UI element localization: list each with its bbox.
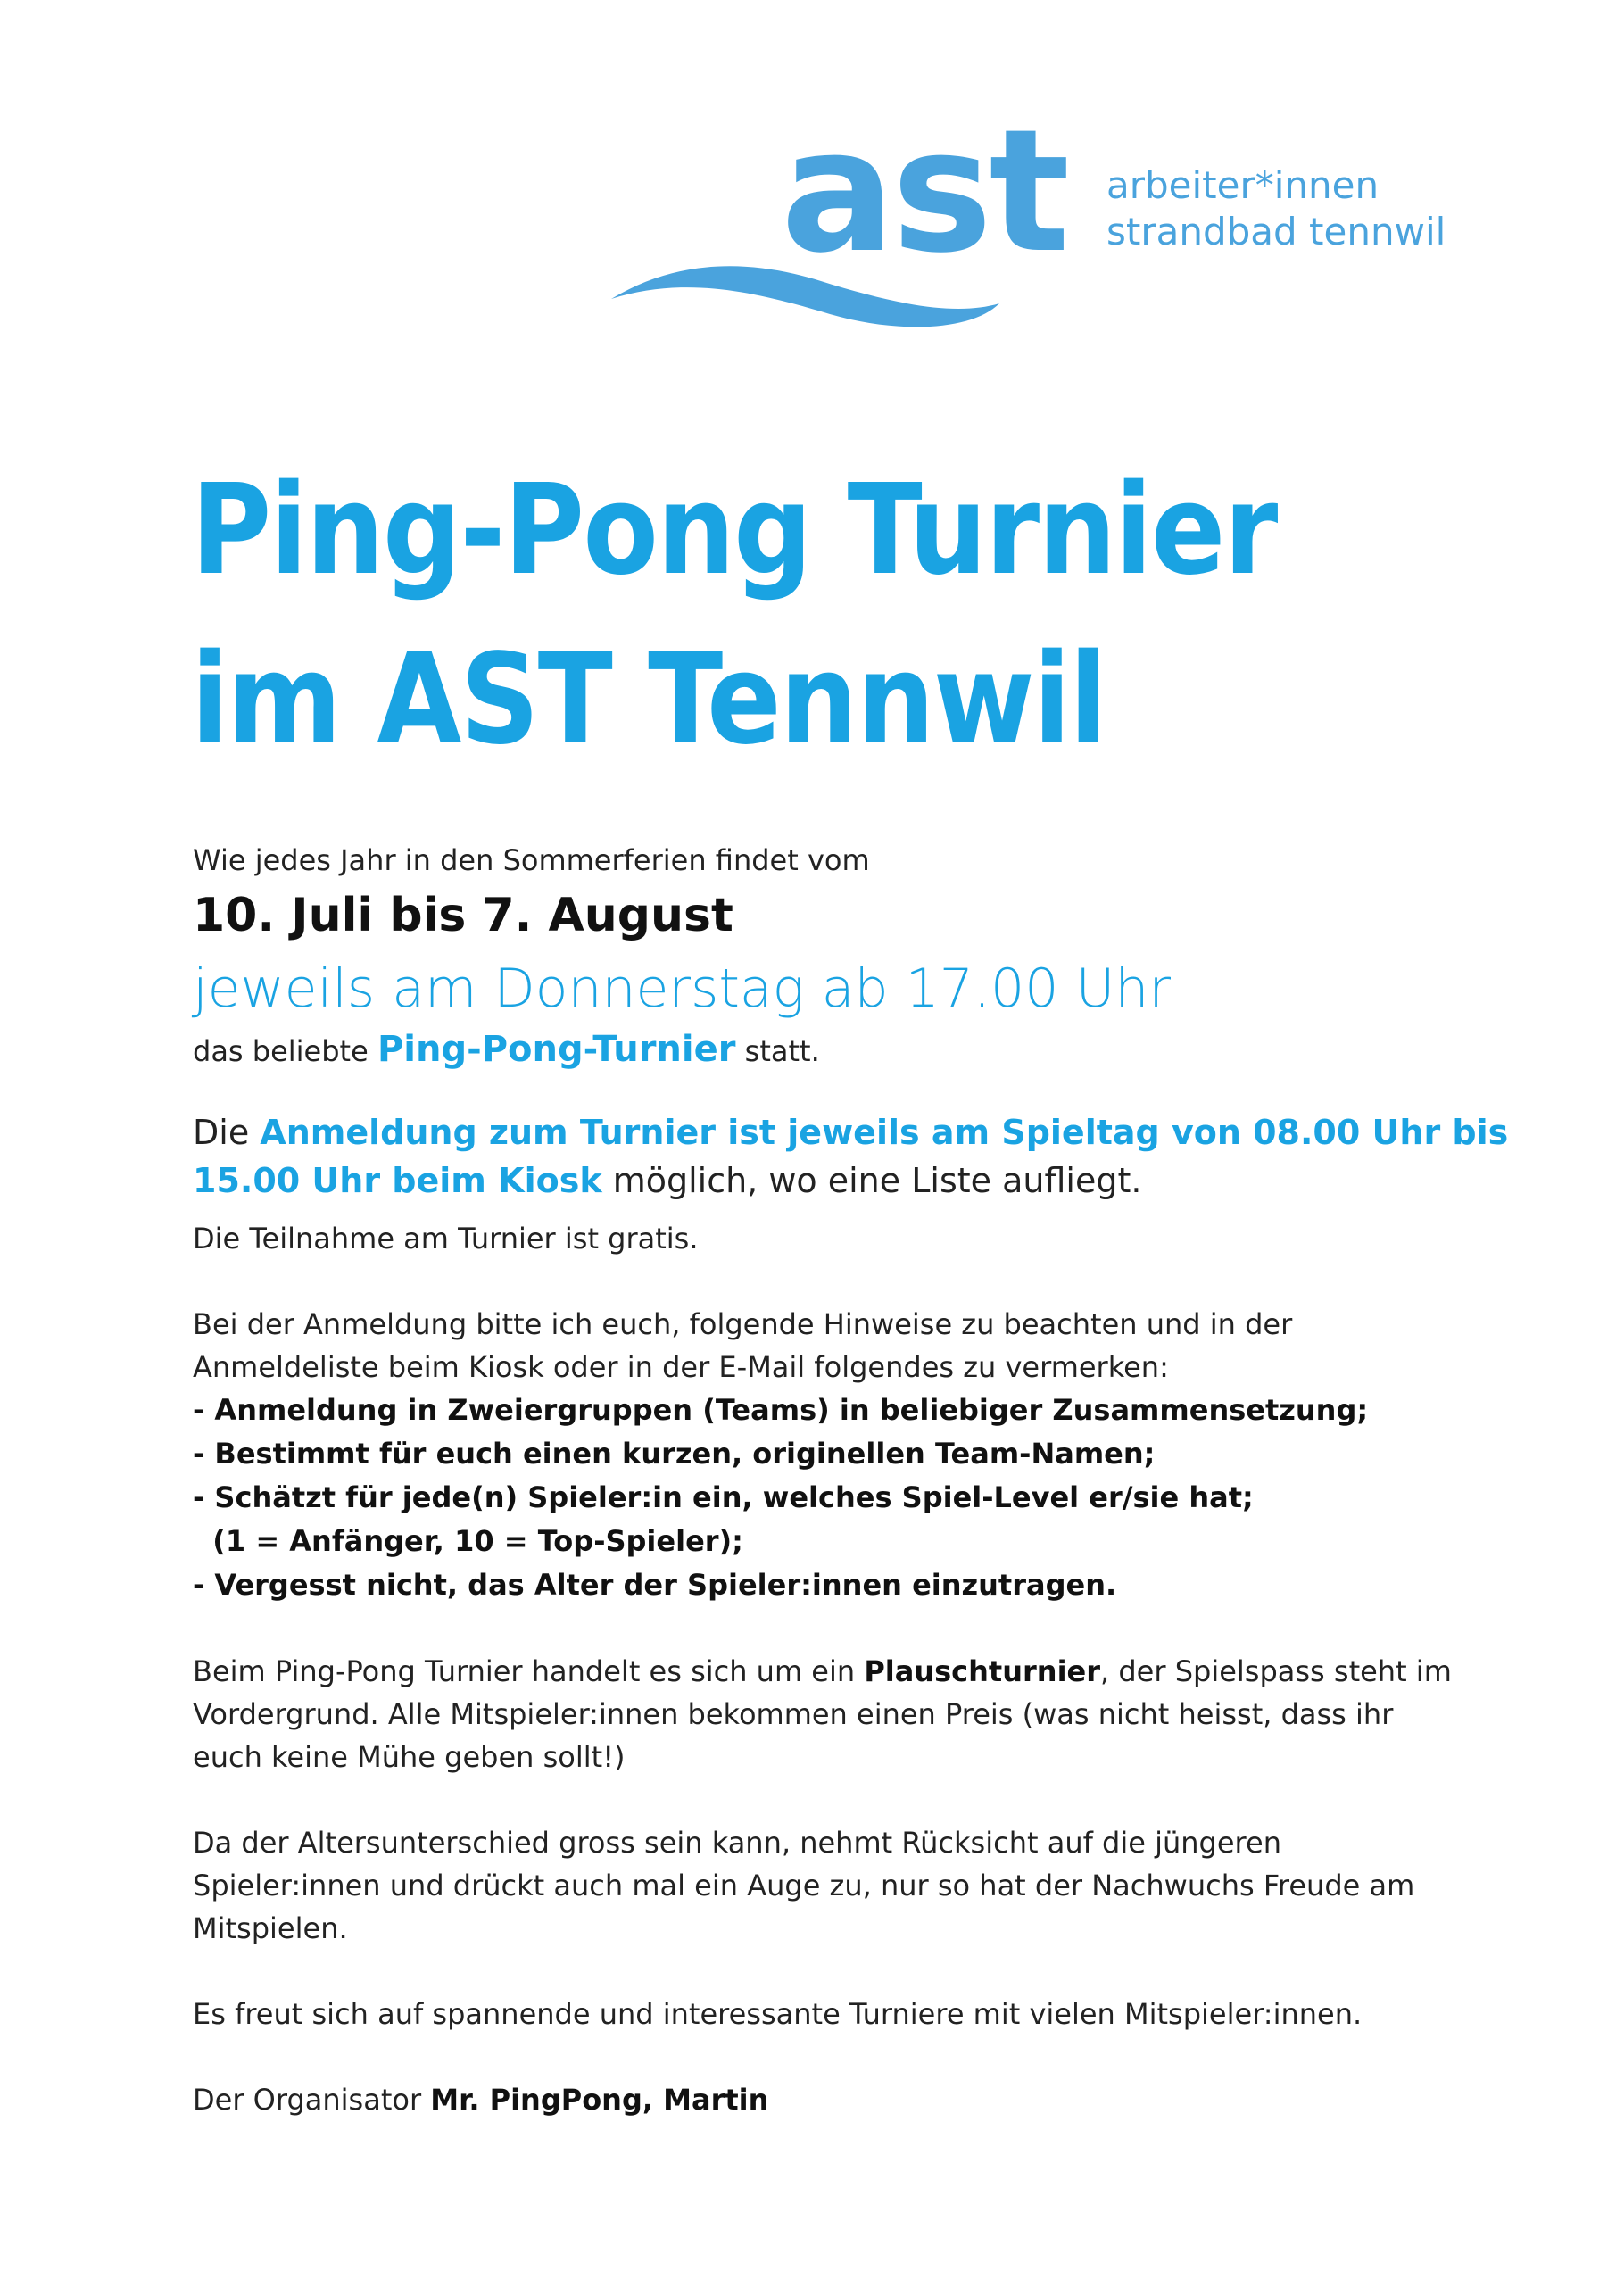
registration-prefix: Die xyxy=(193,1113,250,1152)
logo-tagline-line2: strandbad tennwil xyxy=(1106,210,1446,253)
list-item: (1 = Anfänger, 10 = Top-Spieler); xyxy=(193,1524,743,1558)
registration-suffix: möglich, wo eine Liste aufliegt. xyxy=(612,1161,1142,1200)
age-line3: Mitspielen. xyxy=(193,1911,348,1945)
fun-line2: Vordergrund. Alle Mitspieler:innen bekommen einen Preis (was nicht heisst, dass ihr xyxy=(193,1697,1394,1731)
registration-highlight-1: Anmeldung zum Turnier ist jeweils am Spieltag von 08.00 Uhr bis xyxy=(260,1113,1509,1152)
registration-line1 xyxy=(193,1108,1509,1156)
title-line1: Ping-Pong Turnier xyxy=(191,458,1277,603)
logo-tagline-line1: arbeiter*innen xyxy=(1106,163,1380,207)
logo-tagline xyxy=(1106,162,1446,255)
fun-line3: euch keine Mühe geben sollt!) xyxy=(193,1740,626,1774)
intro-lead: Wie jedes Jahr in den Sommerferien findet vom xyxy=(193,843,870,877)
fun-prefix: Beim Ping-Pong Turnier handelt es sich um ein xyxy=(193,1654,856,1688)
closing-line: Es freut sich auf spannende und interessante Turniere mit vielen Mitspieler:innen. xyxy=(193,1997,1363,2031)
event-prefix: das beliebte xyxy=(193,1034,369,1068)
signoff xyxy=(193,2078,1478,2121)
event-name: Ping-Pong-Turnier xyxy=(377,1029,736,1070)
registration-line2 xyxy=(193,1156,1478,1205)
organizer-name: Mr. PingPong, Martin xyxy=(430,2083,769,2117)
event-sentence xyxy=(193,1028,1478,1073)
event-time: jeweils am Donnerstag ab 17.00 Uhr xyxy=(193,957,1172,1020)
fun-suffix: , der Spielspass steht im xyxy=(1100,1654,1452,1688)
instructions-line1: Bei der Anmeldung bitte ich euch, folgende Hinweise zu beachten und in der xyxy=(193,1307,1293,1341)
logo-word: ast xyxy=(781,93,1067,290)
page-title xyxy=(191,446,1277,785)
age-line2: Spieler:innen und drückt auch mal ein Auge zu, nur so hat der Nachwuchs Freude am xyxy=(193,1869,1415,1902)
event-dates: 10. Juli bis 7. August xyxy=(193,889,733,942)
fun-line1 xyxy=(193,1650,1478,1693)
title-line2: im AST Tennwil xyxy=(191,627,1106,773)
list-item: - Vergesst nicht, das Alter der Spieler:innen einzutragen. xyxy=(193,1568,1117,1602)
ast-logo xyxy=(598,93,1490,348)
registration-highlight-2: 15.00 Uhr beim Kiosk xyxy=(193,1161,602,1200)
signoff-prefix: Der Organisator xyxy=(193,2083,422,2117)
age-line1: Da der Altersunterschied gross sein kann, nehmt Rücksicht auf die jüngeren xyxy=(193,1826,1281,1860)
event-suffix: statt. xyxy=(744,1034,820,1068)
fun-bold: Plauschturnier xyxy=(864,1654,1101,1688)
list-item: - Anmeldung in Zweiergruppen (Teams) in beliebiger Zusammensetzung; xyxy=(193,1393,1369,1427)
list-item: - Schätzt für jede(n) Spieler:in ein, welches Spiel-Level er/sie hat; xyxy=(193,1480,1254,1514)
free-note: Die Teilnahme am Turnier ist gratis. xyxy=(193,1222,699,1256)
flyer-body xyxy=(193,839,1509,2121)
list-item: - Bestimmt für euch einen kurzen, originellen Team-Namen; xyxy=(193,1437,1156,1471)
instructions-line2: Anmeldeliste beim Kiosk oder in der E-Mail folgendes zu vermerken: xyxy=(193,1350,1169,1384)
